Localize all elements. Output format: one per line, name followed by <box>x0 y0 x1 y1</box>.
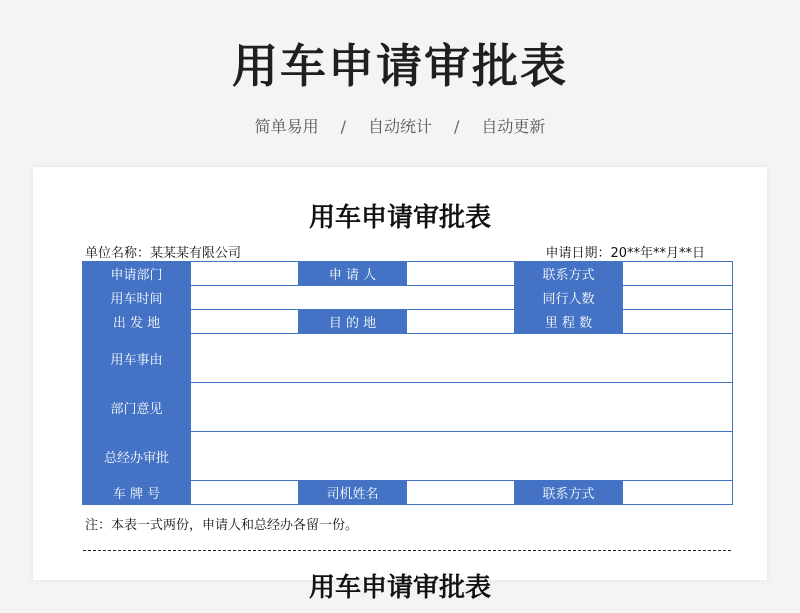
destination-label: 目 的 地 <box>299 310 407 334</box>
dept-label: 申请部门 <box>83 262 191 286</box>
cut-line-divider <box>83 550 731 551</box>
table-row <box>83 432 733 481</box>
feature-tag: 简单易用 <box>254 117 319 136</box>
form-title: 用车申请审批表 <box>308 203 491 233</box>
table-row <box>83 383 733 432</box>
driver-field[interactable] <box>407 481 515 505</box>
contact-label: 联系方式 <box>515 262 623 286</box>
plate-field[interactable] <box>191 481 299 505</box>
dept-field[interactable] <box>191 262 299 286</box>
table-row <box>83 286 733 310</box>
footnote: 注：本表一式两份，申请人和总经办各留一份。 <box>85 518 359 533</box>
driver-label: 司机姓名 <box>299 481 407 505</box>
second-copy-title: 用车申请审批表 <box>308 573 491 603</box>
dept-opinion-field[interactable] <box>191 383 733 432</box>
mileage-label: 里 程 数 <box>515 310 623 334</box>
feature-tags <box>0 114 800 137</box>
table-row <box>83 334 733 383</box>
companions-field[interactable] <box>623 286 733 310</box>
form-preview-card <box>33 167 767 603</box>
page-title: 用车申请审批表 <box>232 39 568 93</box>
approval-form-table <box>82 261 733 505</box>
table-row <box>83 262 733 286</box>
use-time-label: 用车时间 <box>83 286 191 310</box>
companions-label: 同行人数 <box>515 286 623 310</box>
gm-approval-label: 总经办审批 <box>83 432 191 481</box>
plate-label: 车 牌 号 <box>83 481 191 505</box>
reason-label: 用车事由 <box>83 334 191 383</box>
mileage-field[interactable] <box>623 310 733 334</box>
table-row <box>83 481 733 505</box>
use-time-field[interactable] <box>191 286 515 310</box>
origin-field[interactable] <box>191 310 299 334</box>
applicant-field[interactable] <box>407 262 515 286</box>
feature-tag: 自动统计 <box>367 117 432 136</box>
dept-opinion-label: 部门意见 <box>83 383 191 432</box>
driver-contact-label: 联系方式 <box>515 481 623 505</box>
origin-label: 出 发 地 <box>83 310 191 334</box>
tag-separator: / <box>454 117 460 136</box>
apply-date: 申请日期：20**年**月**日 <box>545 246 705 261</box>
reason-field[interactable] <box>191 334 733 383</box>
feature-tag: 自动更新 <box>481 117 546 136</box>
applicant-label: 申 请 人 <box>299 262 407 286</box>
driver-contact-field[interactable] <box>623 481 733 505</box>
table-row <box>83 310 733 334</box>
tag-separator: / <box>340 117 346 136</box>
destination-field[interactable] <box>407 310 515 334</box>
contact-field[interactable] <box>623 262 733 286</box>
gm-approval-field[interactable] <box>191 432 733 481</box>
unit-name: 单位名称：某某某有限公司 <box>85 246 242 261</box>
